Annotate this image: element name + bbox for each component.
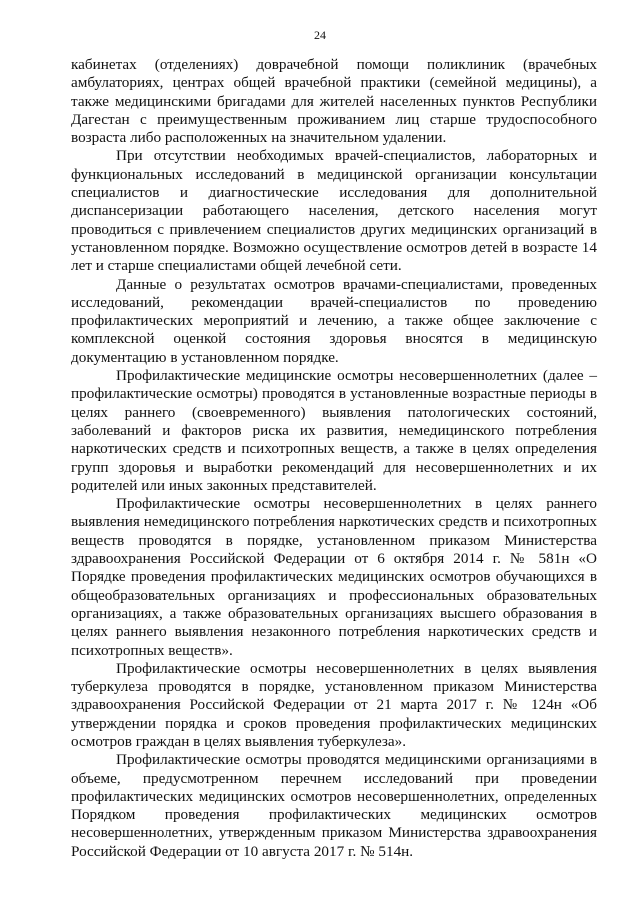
- paragraph-specialists-absence: При отсутствии необходимых врачей-специалистов, лабораторных и функциональных исследований в медицинской организации консультации специалистов и диагностические исследования для дополнительной диспансеризации работающего населения, детского населения могут проводиться с привлечением специалистов других медицинских организаций в установленном порядке. Возможно осуществление осмотров детей в возрасте 14 лет и старше специалистами общей лечебной сети.: [71, 147, 597, 275]
- body-text: [71, 56, 597, 861]
- paragraph-drug-screening: Профилактические осмотры несовершеннолетних в целях раннего выявления немедицинского потребления наркотических средств и психотропных веществ проводятся в порядке, установленном приказом Министерства здравоохранения Российской Федерации от 6 октября 2014 г. № 581н «О Порядке проведения профилактических медицинских осмотров обучающихся в общеобразовательных организациях и профессиональных образовательных организациях, а также образовательных организациях высшего образования в целях раннего выявления незаконного потребления наркотических средств и психотропных веществ».: [71, 495, 597, 659]
- paragraph-exam-scope: Профилактические осмотры проводятся медицинскими организациями в объеме, предусмотренном перечнем исследований при проведении профилактических медицинских осмотров несовершеннолетних, определенных Порядком проведения профилактических медицинских осмотров несовершеннолетних, утвержденным приказом Министерства здравоохранения Российской Федерации от 10 августа 2017 г. № 514н.: [71, 751, 597, 860]
- paragraph-tuberculosis: Профилактические осмотры несовершеннолетних в целях выявления туберкулеза проводятся в порядке, установленном приказом Министерства здравоохранения Российской Федерации от 21 марта 2017 г. № 124н «Об утверждении порядка и сроков проведения профилактических медицинских осмотров граждан в целях выявления туберкулеза».: [71, 659, 597, 750]
- paragraph-exam-results: Данные о результатах осмотров врачами-специалистами, проведенных исследований, рекомендации врачей-специалистов по проведению профилактических мероприятий и лечению, а также общее заключение с комплексной оценкой состояния здоровья вносятся в медицинскую документацию в установленном порядке.: [71, 275, 597, 366]
- paragraph-continuation: кабинетах (отделениях) доврачебной помощи поликлиник (врачебных амбулаториях, центрах общей врачебной практики (семейной медицины), а также медицинскими бригадами для жителей населенных пунктов Республики Дагестан с преимущественным проживанием лиц старше трудоспособного возраста либо расположенных на значительном удалении.: [71, 56, 597, 147]
- paragraph-preventive-exams: Профилактические медицинские осмотры несовершеннолетних (далее – профилактические осмотры) проводятся в установленные возрастные периоды в целях раннего (своевременного) выявления патологических состояний, заболеваний и факторов риска их развития, немедицинского потребления наркотических средств и психотропных веществ, а также в целях определения групп здоровья и выработки рекомендаций для несовершеннолетних и их родителей или иных законных представителей.: [71, 367, 597, 494]
- page-number: 24: [314, 28, 326, 42]
